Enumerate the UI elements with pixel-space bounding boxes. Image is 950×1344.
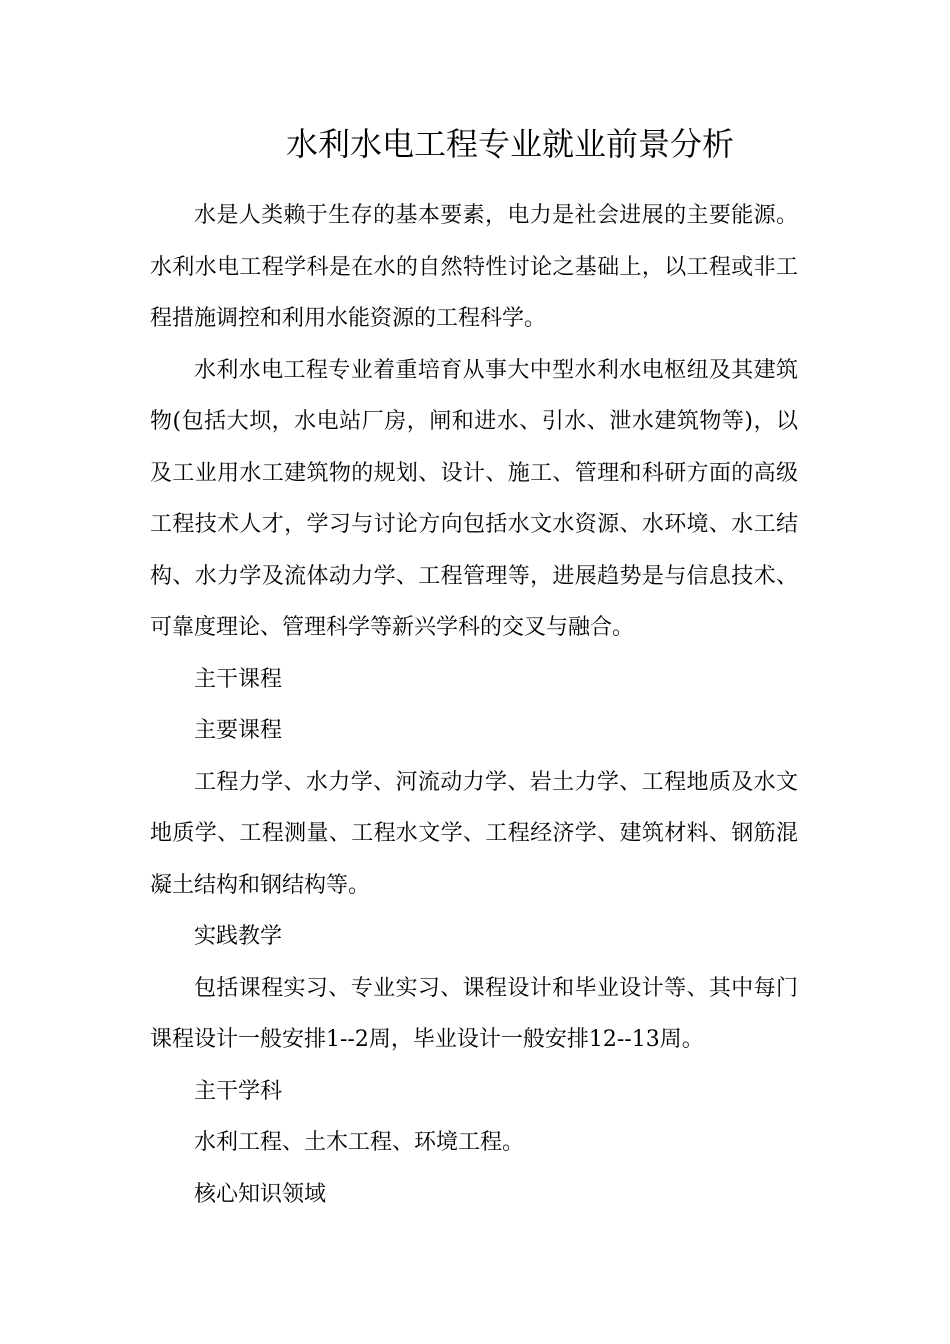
- paragraph-practice-details: 包括课程实习、专业实习、课程设计和毕业设计等、其中每门课程设计一般安排1--2周，毕业设计一般安排12--13周。: [150, 975, 798, 1052]
- section-heading-practice: 实践教学: [194, 924, 283, 949]
- document-title: 水利水电工程专业就业前景分析: [285, 125, 734, 163]
- paragraph-major-description: 水利水电工程专业着重培育从事大中型水利水电枢纽及其建筑物(包括大坝，水电站厂房，闸和进水、引水、泄水建筑物等)，以及工业用水工建筑物的规划、设计、施工、管理和科研方面的高级工程技术人才，学习与讨论方向包括水文水资源、水环境、水工结构、水力学及流体动力学、工程管理等，进展趋势是与信息技术、可靠度理论、管理科学等新兴学科的交叉与融合。: [150, 357, 798, 640]
- document-body: [150, 190, 798, 1220]
- section-heading-main-disciplines: 主干学科: [194, 1078, 283, 1104]
- paragraph-intro-water: 水是人类赖于生存的基本要素，电力是社会进展的主要能源。水利水电工程学科是在水的自然特性讨论之基础上，以工程或非工程措施调控和利用水能资源的工程科学。: [150, 203, 798, 331]
- paragraph-discipline-list: 水利工程、土木工程、环境工程。: [194, 1130, 525, 1155]
- paragraph-course-list: 工程力学、水力学、河流动力学、岩土力学、工程地质及水文地质学、工程测量、工程水文学、工程经济学、建筑材料、钢筋混凝土结构和钢结构等。: [150, 769, 798, 898]
- section-heading-core-knowledge: 核心知识领域: [194, 1181, 327, 1207]
- section-heading-main-courses: 主干课程: [194, 666, 283, 692]
- section-heading-key-courses: 主要课程: [194, 718, 283, 743]
